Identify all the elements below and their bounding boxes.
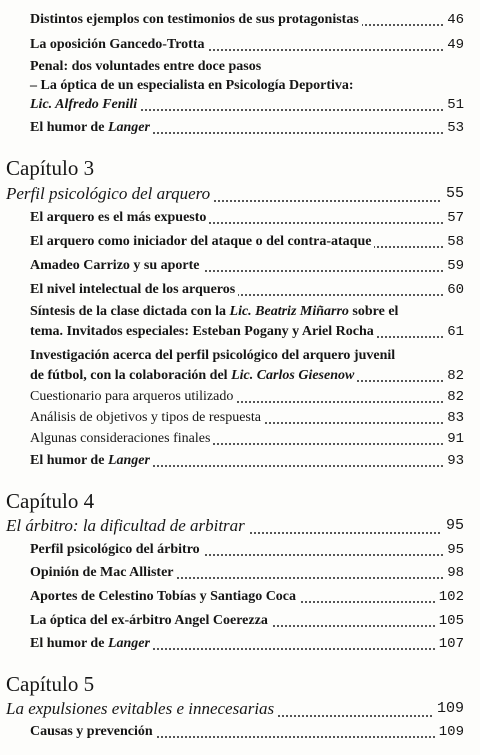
entry-title-line3 <box>30 97 140 113</box>
toc-entry[interactable] <box>0 118 480 138</box>
toc-entry[interactable] <box>0 280 480 300</box>
toc-entry[interactable] <box>0 408 480 428</box>
entry-page: 82 <box>444 368 464 384</box>
toc-entry[interactable] <box>0 587 480 607</box>
entry-title: Perfil psicológico del árbitro <box>30 542 203 558</box>
entry-title-text: de fútbol, con la colaboración del <box>30 368 232 383</box>
entry-title-emphasis: Langer <box>107 636 150 651</box>
toc-entry[interactable] <box>0 208 480 228</box>
entry-title: El arquero es el más expuesto <box>30 210 209 226</box>
entry-page: 46 <box>444 12 464 28</box>
section-title: El árbitro: la dificultad de arbitrar <box>6 516 249 536</box>
entry-page: 49 <box>444 37 464 53</box>
entry-title: Análisis de objetivos y tipos de respuesta <box>30 410 264 426</box>
entry-title: El nivel intelectual de los arqueros <box>30 282 238 298</box>
toc-entry[interactable] <box>0 322 480 342</box>
entry-title: Algunas consideraciones finales <box>30 431 213 447</box>
entry-page: 93 <box>444 453 464 469</box>
entry-title-line2 <box>30 368 357 384</box>
toc-entry[interactable] <box>0 387 480 407</box>
entry-page: 57 <box>444 210 464 226</box>
chapter-heading: Capítulo 4 <box>6 489 95 513</box>
chapter-section[interactable] <box>0 184 480 208</box>
toc-entry[interactable] <box>0 451 480 471</box>
chapter-heading: Capítulo 5 <box>6 672 95 696</box>
toc-entry[interactable] <box>0 563 480 583</box>
toc-entry[interactable] <box>0 95 480 115</box>
entry-page: 82 <box>444 389 464 405</box>
entry-page: 98 <box>444 565 464 581</box>
section-title: Perfil psicológico del arquero <box>6 184 214 204</box>
entry-title: Aportes de Celestino Tobías y Santiago Coca <box>30 589 299 605</box>
entry-title: Opinión de Mac Allister <box>30 565 177 581</box>
entry-page: 59 <box>444 258 464 274</box>
entry-title <box>30 453 153 469</box>
entry-page: 58 <box>444 234 464 250</box>
entry-title-line1 <box>30 304 401 320</box>
toc-entry-line <box>0 76 480 96</box>
entry-page: 53 <box>444 120 464 136</box>
section-page: 95 <box>443 517 464 534</box>
toc-entry[interactable] <box>0 634 480 654</box>
toc-entry[interactable] <box>0 722 480 742</box>
entry-title-emphasis: Lic. Beatriz Miñarro <box>229 304 349 319</box>
entry-title-line1: Penal: dos voluntades entre doce pasos <box>30 59 264 75</box>
toc-entry[interactable] <box>0 366 480 386</box>
entry-title: La óptica del ex-árbitro Angel Coerezza <box>30 613 271 629</box>
toc-entry[interactable] <box>0 232 480 252</box>
chapter-section[interactable] <box>0 699 480 723</box>
entry-title <box>30 636 153 652</box>
entry-title <box>30 120 153 136</box>
toc-entry-line <box>0 346 480 366</box>
entry-title-text: Síntesis de la clase dictada con la <box>30 304 230 319</box>
toc-entry[interactable] <box>0 611 480 631</box>
entry-page: 51 <box>444 97 464 113</box>
entry-title-emphasis: Langer <box>107 120 150 135</box>
entry-page: 60 <box>444 282 464 298</box>
section-title: La expulsiones evitables e innecesarias <box>6 699 278 719</box>
entry-title-line2: tema. Invitados especiales: Esteban Pogany y Ariel Rocha <box>30 324 377 340</box>
chapter-heading: Capítulo 3 <box>6 156 95 180</box>
entry-title-emphasis: Langer <box>107 453 150 468</box>
entry-page: 91 <box>444 431 464 447</box>
entry-page: 61 <box>444 324 464 340</box>
toc-entry[interactable] <box>0 256 480 276</box>
entry-page: 102 <box>436 589 464 605</box>
entry-page: 83 <box>444 410 464 426</box>
entry-author: Lic. Alfredo Fenili <box>30 97 138 112</box>
entry-page: 105 <box>436 613 464 629</box>
toc-entry[interactable] <box>0 540 480 560</box>
entry-title: La oposición Gancedo-Trotta <box>30 37 208 53</box>
entry-title-text: El humor de <box>30 453 108 468</box>
toc-entry[interactable] <box>0 35 480 55</box>
chapter-section[interactable] <box>0 516 480 540</box>
entry-title: Amadeo Carrizo y su aporte <box>30 258 203 274</box>
entry-title: Distintos ejemplos con testimonios de sus protagonistas <box>30 12 362 28</box>
entry-page: 95 <box>444 542 464 558</box>
section-page: 55 <box>443 185 464 202</box>
section-page: 109 <box>434 700 464 717</box>
entry-title-line1: Investigación acerca del perfil psicológico del arquero juvenil <box>30 348 398 364</box>
entry-title-line2: – La óptica de un especialista en Psicología Deportiva: <box>30 78 357 94</box>
entry-title-emphasis: Lic. Carlos Giesenow <box>231 368 355 383</box>
toc-entry[interactable] <box>0 429 480 449</box>
entry-page: 109 <box>436 724 464 740</box>
entry-title: Cuestionario para arqueros utilizado <box>30 389 236 405</box>
entry-title-text: El humor de <box>30 636 108 651</box>
entry-title-text: sobre el <box>348 304 399 319</box>
toc-entry-line <box>0 302 480 322</box>
toc-entry[interactable] <box>0 10 480 30</box>
entry-title: Causas y prevención <box>30 724 156 740</box>
toc-entry-line <box>0 57 480 77</box>
entry-title-text: El humor de <box>30 120 108 135</box>
entry-page: 107 <box>436 636 464 652</box>
entry-title: El arquero como iniciador del ataque o del contra-ataque <box>30 234 374 250</box>
